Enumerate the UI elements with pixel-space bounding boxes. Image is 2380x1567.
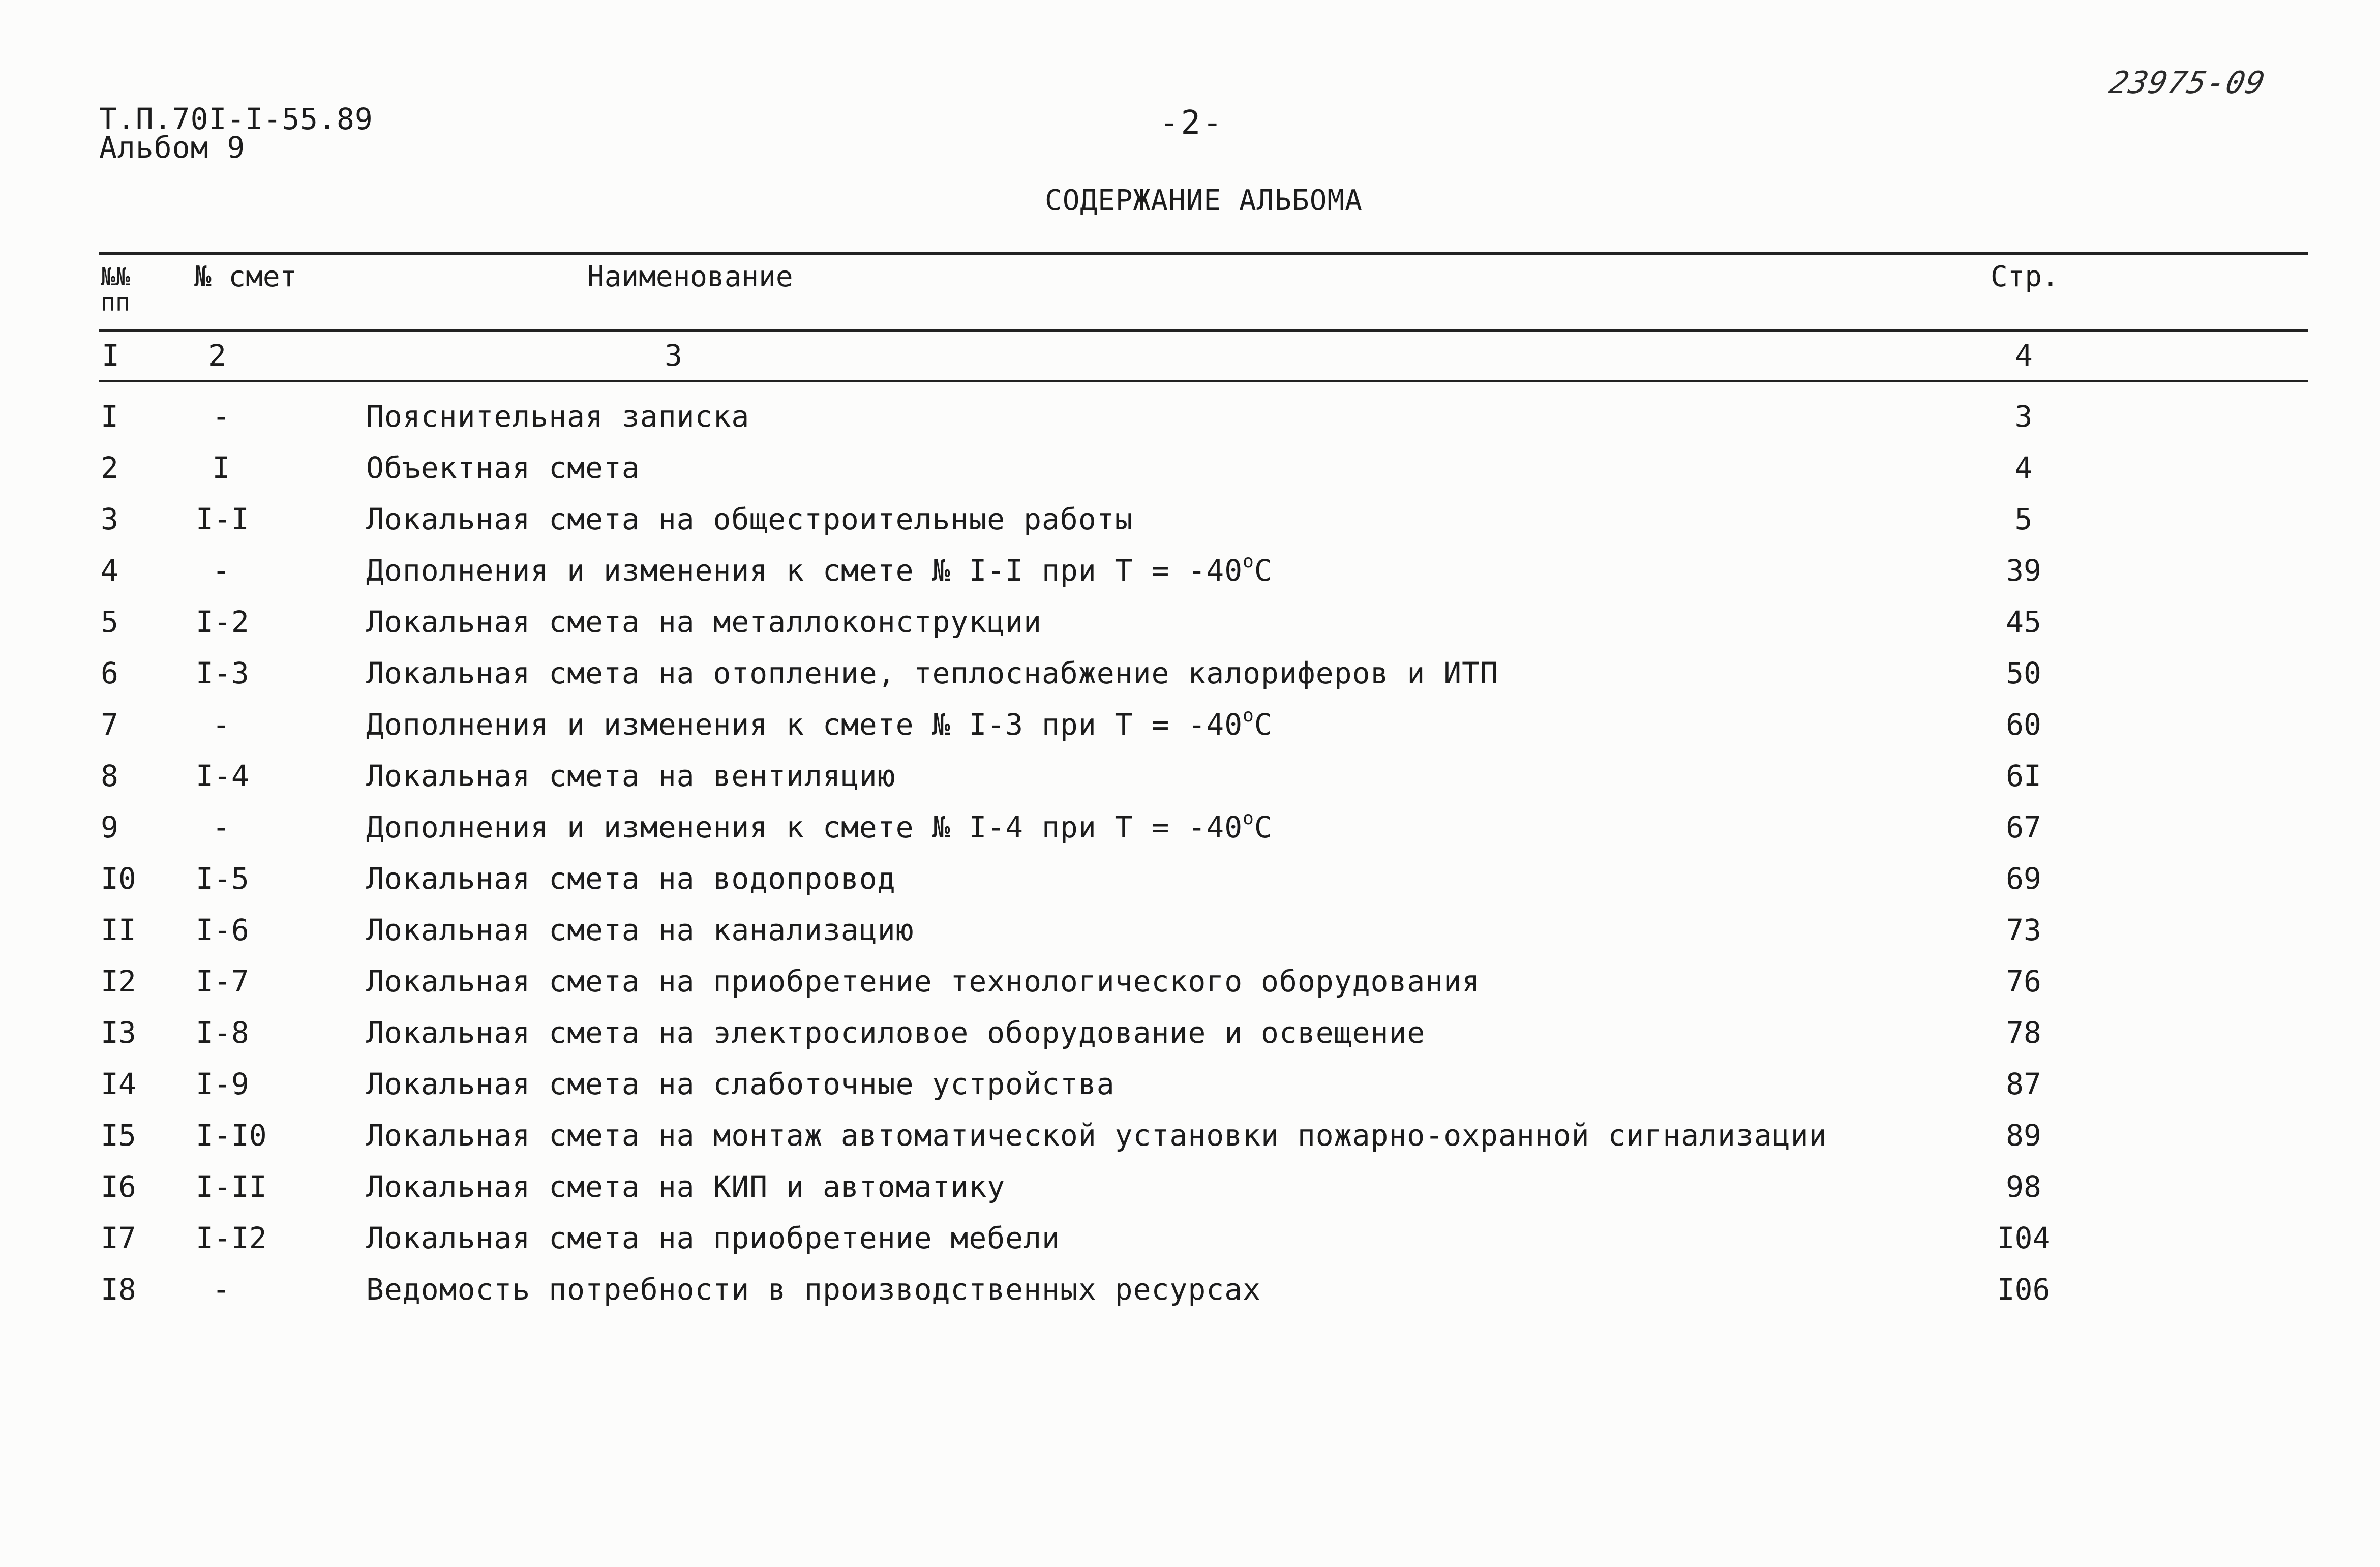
row-name-text: Ведомость потребности в производственных ресурсах xyxy=(366,1272,1261,1307)
row-name-text: Дополнения и изменения к смете № I-I при Т = -40 xyxy=(366,553,1243,588)
row-page: 5 xyxy=(2014,502,2033,536)
table-row xyxy=(0,1067,2380,1119)
row-estimate-number: - xyxy=(212,399,230,434)
row-estimate-number: I-I xyxy=(196,502,249,536)
row-number: I0 xyxy=(101,861,136,896)
row-name xyxy=(366,502,1133,536)
table-row xyxy=(0,502,2380,554)
row-name xyxy=(366,1221,1060,1255)
row-name xyxy=(366,759,896,793)
column-header-estimate: № смет xyxy=(194,260,297,293)
row-estimate-number: I-8 xyxy=(196,1015,249,1050)
row-estimate-number: I-I0 xyxy=(196,1118,267,1153)
row-name-text: Локальная смета на общестроительные работы xyxy=(366,502,1133,536)
row-estimate-number: I-7 xyxy=(196,964,249,999)
row-number: I5 xyxy=(101,1118,136,1153)
column-header-page: Стр. xyxy=(1991,260,2059,293)
row-page: 50 xyxy=(2006,656,2041,690)
row-name xyxy=(366,810,1273,844)
column-header-number xyxy=(101,264,141,315)
degree-mark: o xyxy=(1243,808,1254,829)
row-page: 98 xyxy=(2006,1169,2041,1204)
column-number-3: 3 xyxy=(665,338,682,373)
archive-number: 23975-09 xyxy=(2106,65,2269,101)
row-name xyxy=(366,1067,1115,1101)
row-page: 78 xyxy=(2006,1015,2041,1050)
row-name xyxy=(366,1170,1005,1203)
row-name-unit: С xyxy=(1254,553,1273,588)
column-header-number-text: №№ пп xyxy=(101,263,130,317)
table-top-rule xyxy=(99,252,2308,255)
row-estimate-number: I-2 xyxy=(196,605,249,639)
row-number: II xyxy=(101,913,136,947)
row-page: 6I xyxy=(2006,759,2041,793)
row-name-text: Локальная смета на вентиляцию xyxy=(366,759,896,793)
degree-mark: o xyxy=(1243,705,1254,726)
row-name xyxy=(366,1119,1827,1152)
row-name xyxy=(366,913,914,947)
row-name-unit: С xyxy=(1254,707,1273,742)
row-name-unit: С xyxy=(1254,810,1273,845)
row-name xyxy=(366,451,640,485)
row-name-text: Пояснительная записка xyxy=(366,399,750,434)
table-row xyxy=(0,656,2380,708)
row-number: 9 xyxy=(101,810,118,845)
row-number: 4 xyxy=(101,553,118,588)
row-name-text: Локальная смета на монтаж автоматической установки пожарно-охранной сигнализации xyxy=(366,1118,1827,1153)
column-number-2: 2 xyxy=(208,338,226,373)
row-page: 67 xyxy=(2006,810,2041,845)
row-estimate-number: I xyxy=(212,450,230,485)
table-header-rule xyxy=(99,329,2308,332)
table-row xyxy=(0,862,2380,913)
row-name-text: Локальная смета на приобретение мебели xyxy=(366,1221,1060,1255)
row-page: I04 xyxy=(1997,1221,2051,1255)
row-name-text: Объектная смета xyxy=(366,450,640,485)
column-number-1: I xyxy=(102,338,119,373)
row-name-text: Дополнения и изменения к смете № I-4 при Т = -40 xyxy=(366,810,1243,845)
row-name xyxy=(366,605,1042,639)
row-name xyxy=(366,965,1480,998)
row-number: 7 xyxy=(101,707,118,742)
row-estimate-number: I-4 xyxy=(196,759,249,793)
row-name xyxy=(366,1273,1261,1306)
row-name xyxy=(366,1016,1425,1049)
row-name xyxy=(366,400,749,433)
degree-mark: o xyxy=(1243,551,1254,572)
row-page: 69 xyxy=(2006,861,2041,896)
row-page: 73 xyxy=(2006,913,2041,947)
row-number: I7 xyxy=(101,1221,136,1255)
row-estimate-number: - xyxy=(212,553,230,588)
row-number: 6 xyxy=(101,656,118,690)
row-estimate-number: - xyxy=(212,707,230,742)
row-page: 89 xyxy=(2006,1118,2041,1153)
row-page: 45 xyxy=(2006,605,2041,639)
row-number: I6 xyxy=(101,1169,136,1204)
row-name-text: Локальная смета на канализацию xyxy=(366,913,914,947)
row-estimate-number: I-3 xyxy=(196,656,249,690)
table-row xyxy=(0,551,2380,605)
row-number: 8 xyxy=(101,759,118,793)
table-row xyxy=(0,705,2380,759)
table-row xyxy=(0,400,2380,451)
row-page: 76 xyxy=(2006,964,2041,999)
row-page: I06 xyxy=(1997,1272,2051,1307)
row-estimate-number: I-I2 xyxy=(196,1221,267,1255)
table-row xyxy=(0,1119,2380,1170)
row-number: 5 xyxy=(101,605,118,639)
row-estimate-number: - xyxy=(212,1272,230,1307)
row-number: I8 xyxy=(101,1272,136,1307)
page-title: СОДЕРЖАНИЕ АЛЬБОМА xyxy=(1045,184,1363,217)
row-number: 2 xyxy=(101,450,118,485)
row-page: 3 xyxy=(2014,399,2033,434)
album-label: Альбом 9 xyxy=(99,130,246,165)
document-code-line-1: Т.П.70I-I-55.89 xyxy=(99,102,373,136)
row-page: 39 xyxy=(2006,553,2041,588)
row-estimate-number: I-6 xyxy=(196,913,249,947)
table-row xyxy=(0,451,2380,502)
row-name-text: Локальная смета на отопление, теплоснабжение калориферов и ИТП xyxy=(366,656,1498,690)
contents-table-body xyxy=(0,400,2380,1324)
row-page: 60 xyxy=(2006,707,2041,742)
row-number: I2 xyxy=(101,964,136,999)
table-row xyxy=(0,913,2380,965)
row-number: I xyxy=(101,399,118,434)
row-estimate-number: I-9 xyxy=(196,1067,249,1101)
table-row xyxy=(0,810,2380,862)
row-name xyxy=(366,551,1273,588)
row-page: 4 xyxy=(2014,450,2033,485)
table-row xyxy=(0,605,2380,656)
table-row xyxy=(0,1273,2380,1324)
column-header-name: Наименование xyxy=(587,260,793,293)
row-name-text: Локальная смета на водопровод xyxy=(366,861,896,896)
table-row xyxy=(0,1170,2380,1221)
row-name-text: Локальная смета на КИП и автоматику xyxy=(366,1169,1006,1204)
row-page: 87 xyxy=(2006,1067,2041,1101)
document-code xyxy=(99,102,373,165)
row-number: 3 xyxy=(101,502,118,536)
column-number-4: 4 xyxy=(2015,338,2033,373)
table-row xyxy=(0,759,2380,810)
row-number: I3 xyxy=(101,1015,136,1050)
row-estimate-number: I-II xyxy=(196,1169,267,1204)
row-name-text: Локальная смета на приобретение технологического оборудования xyxy=(366,964,1481,999)
row-estimate-number: - xyxy=(212,810,230,845)
table-numbering-rule xyxy=(99,380,2308,382)
row-name xyxy=(366,862,896,895)
row-name-text: Локальная смета на электросиловое оборудование и освещение xyxy=(366,1015,1426,1050)
page-number: -2- xyxy=(1159,104,1224,142)
table-row xyxy=(0,1221,2380,1273)
row-name-text: Локальная смета на слаботочные устройства xyxy=(366,1067,1115,1101)
row-number: I4 xyxy=(101,1067,136,1101)
row-name-text: Дополнения и изменения к смете № I-3 при Т = -40 xyxy=(366,707,1243,742)
table-row xyxy=(0,965,2380,1016)
table-row xyxy=(0,1016,2380,1067)
row-name xyxy=(366,656,1498,690)
row-name-text: Локальная смета на металлоконструкции xyxy=(366,605,1042,639)
row-estimate-number: I-5 xyxy=(196,861,249,896)
row-name xyxy=(366,705,1273,742)
